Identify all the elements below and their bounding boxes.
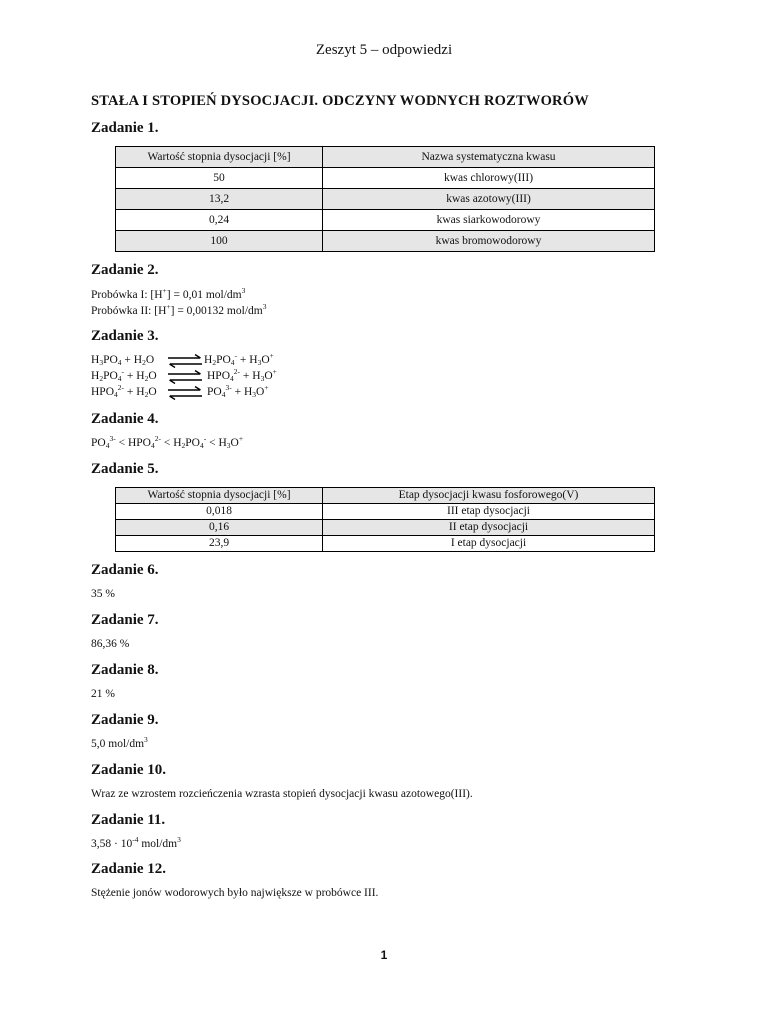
task-1-title: Zadanie 1.: [91, 120, 159, 136]
task-2-line-1: Probówka I: [H+] = 0,01 mol/$dm^3$: [91, 286, 246, 301]
table-cell: 23,9: [116, 536, 323, 552]
section-title: STAŁA I STOPIEŃ DYSOCJACJI. ODCZYNY WODNYCH ROZTWORÓW: [91, 93, 589, 109]
task-2-line-2: Probówka II: [H+] = 0,00132 mol/$dm^3$: [91, 302, 267, 317]
table-cell: kwas chlorowy(III): [323, 168, 655, 189]
task-4-answer: $PO_4^{3-} < HPO_4^{2-} < H_2PO_4^- < H_3O^+$: [91, 434, 244, 450]
equilibrium-arrow-icon: [168, 370, 202, 384]
table-row: [116, 536, 655, 552]
column-header: Wartość stopnia dysocjacji [%]: [116, 147, 323, 168]
document-page: Zeszyt 5 – odpowiedzi STAŁA I STOPIEŃ DYSOCJACJI. ODCZYNY WODNYCH ROZTWORÓW Zadanie 1. Wartość stopnia dysocjacji [%] Nazwa systematyczna kwasu 50 kwas chlorowy(III) 13,2 kwas azotowy(III) 0,24 kwas siarkowodorowy 100 kwas bromowodorowy Zadanie 2. Probówka I: [H+] = 0,01 mol/$dm^3$ Probówka II: [H+] = 0,00132 mol/$dm^3$ Zadanie 3. $H_3PO_4 + H_2O$ $H_2PO_4^- + H_3O^+$ $H_2PO_4^- + H_2O$ $HPO_4^{2-} + H_3O^+$ $HPO_4^{2-} + H_2O$ $PO_4^{3-} + H_3O^+$ Zadanie 4. $PO_4^{3-} < HPO_4^{2-} < H_2PO_4^- < H_3O^+$ Zadanie 5. Wartość stopnia dysocjacji [%] Etap dysocjacji kwasu fosforowego(V) 0,018 III etap dysocjacji 0,16 II etap dysocjacji 23,9 I etap dysocjacji Zadanie 6. 35 % Zadanie 7. 86,36 % Zadanie 8. 21 % Zadanie 9. 5,0 mol/$dm^3$ Zadanie 10. Wraz ze wzrostem rozcieńczenia wzrasta stopień dysocjacji kwasu azotowego(III). Zadanie 11. $3,58 \cdot 10^{-4}$ mol/$dm^3$ Zadanie 12. Stężenie jonów wodorowych było największe w probówce III. 1: [0, 0, 768, 1024]
task-4-title: Zadanie 4.: [91, 411, 159, 427]
task-5-title: Zadanie 5.: [91, 461, 159, 477]
table-row: [116, 520, 655, 536]
table-header-row: [116, 488, 655, 504]
task-2-title: Zadanie 2.: [91, 262, 159, 278]
table-cell: 0,24: [116, 210, 323, 231]
table-cell: 100: [116, 231, 323, 252]
task-8-answer: 21 %: [91, 688, 115, 700]
task-8-title: Zadanie 8.: [91, 662, 159, 678]
task-5-table: [115, 487, 655, 552]
equilibrium-arrow-icon: [168, 386, 202, 400]
table-row: [116, 168, 655, 189]
column-header: Etap dysocjacji kwasu fosforowego(V): [323, 488, 655, 504]
task-10-answer: Wraz ze wzrostem rozcieńczenia wzrasta stopień dysocjacji kwasu azotowego(III).: [91, 788, 473, 800]
page-header: Zeszyt 5 – odpowiedzi: [315, 42, 453, 58]
table-cell: kwas bromowodorowy: [323, 231, 655, 252]
column-header: Wartość stopnia dysocjacji [%]: [116, 488, 323, 504]
table-cell: 0,018: [116, 504, 323, 520]
page-number: 1: [380, 948, 388, 962]
task-11-answer: $3,58 \cdot 10^{-4}$ mol/$dm^3$: [91, 835, 181, 850]
table-cell: 50: [116, 168, 323, 189]
task-1-table: [115, 146, 655, 252]
table-row: [116, 210, 655, 231]
table-cell: kwas azotowy(III): [323, 189, 655, 210]
column-header: Nazwa systematyczna kwasu: [323, 147, 655, 168]
table-cell: 13,2: [116, 189, 323, 210]
table-row: [116, 189, 655, 210]
task-7-answer: 86,36 %: [91, 638, 130, 650]
task-12-title: Zadanie 12.: [91, 861, 167, 877]
task-9-title: Zadanie 9.: [91, 712, 159, 728]
table-row: [116, 231, 655, 252]
table-header-row: [116, 147, 655, 168]
task-9-answer: 5,0 mol/$dm^3$: [91, 735, 148, 750]
table-row: [116, 504, 655, 520]
task-6-answer: 35 %: [91, 588, 115, 600]
task-3-title: Zadanie 3.: [91, 328, 159, 344]
table-cell: kwas siarkowodorowy: [323, 210, 655, 231]
table-cell: III etap dysocjacji: [323, 504, 655, 520]
task-7-title: Zadanie 7.: [91, 612, 159, 628]
equilibrium-arrow-icon: [168, 354, 202, 368]
task-12-answer: Stężenie jonów wodorowych było największe w probówce III.: [91, 887, 379, 899]
table-cell: I etap dysocjacji: [323, 536, 655, 552]
table-cell: II etap dysocjacji: [323, 520, 655, 536]
task-6-title: Zadanie 6.: [91, 562, 159, 578]
table-cell: 0,16: [116, 520, 323, 536]
task-10-title: Zadanie 10.: [91, 762, 167, 778]
task-11-title: Zadanie 11.: [91, 812, 166, 828]
